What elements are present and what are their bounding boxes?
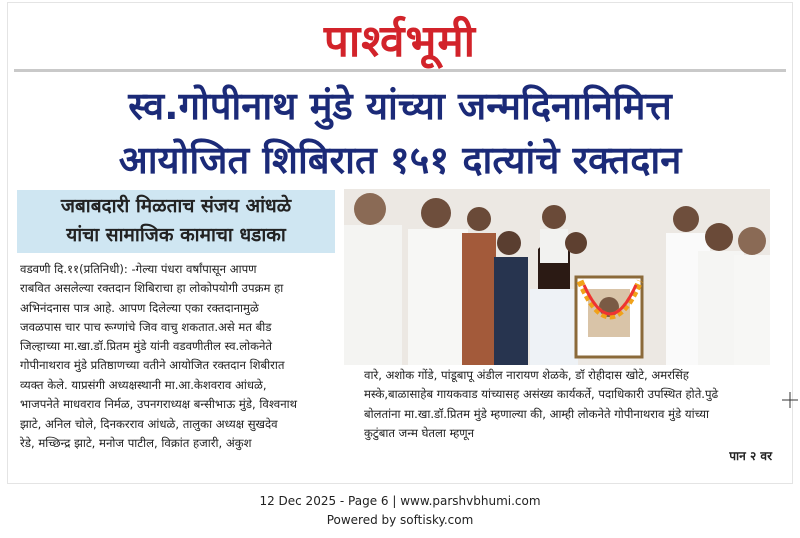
article-lower-right xyxy=(364,366,774,443)
article-line: राबवित असलेल्या रक्तदान शिबिराचा हा लोकोपयोगी उपक्रम हा xyxy=(20,281,284,296)
article-line: बोलतांना मा.खा.डॉ.प्रितम मुंडे म्हणाल्या की, आम्ही लोकनेते गोपीनाथराव मुंडे यांच्या xyxy=(364,406,709,421)
footer-powered-by xyxy=(0,513,800,527)
article-line: रेडे, मच्छिन्द्र झाटे, मनोज पाटील, विक्रांत हजारी, अंकुश xyxy=(20,435,252,450)
article-column xyxy=(20,260,340,376)
article-line: भाजपनेते माधवराव निर्मळ, उपनगराध्यक्ष बन्सीभाऊ मुंडे, विश्वनाथ xyxy=(20,397,298,412)
article-line: झाटे, अनिल चोले, दिनकरराव आंधळे, तालुका अध्यक्ष सुखदेव xyxy=(20,416,278,431)
continued-on-page-label: पान २ वर xyxy=(729,449,772,463)
article-line: वारे, अशोक गोंडे, पांडूबापू अंडील नारायण शेळके, डॉ रोहीदास खोटे, अमरसिंह xyxy=(364,368,689,382)
crosshair-cursor-icon xyxy=(782,392,798,408)
article-line: कुटुंबात जन्म घेतला म्हणून xyxy=(364,425,475,440)
headline-line-1: स्व.गोपीनाथ मुंडे यांच्या जन्मदिनानिमित्त xyxy=(128,84,672,128)
article-line: व्यक्त केले. याप्रसंगी अध्यक्षस्थानी मा.आ.केशवराव आंधळे, xyxy=(20,378,267,392)
subheadline-line-1: जबाबदारी मिळताच संजय आंधळे xyxy=(60,195,292,217)
footer-powered-link[interactable]: Powered by softisky.com xyxy=(326,513,474,527)
photo-illustration xyxy=(344,189,770,365)
footer-date-link[interactable]: 12 Dec 2025 - Page 6 | www.parshvbhumi.com xyxy=(259,494,541,508)
headline xyxy=(8,79,792,187)
footer-date-page xyxy=(0,494,800,508)
article-line: वडवणी दि.११(प्रतिनिधी): -गेल्या पंधरा वर्षांपासून आपण xyxy=(20,262,257,276)
masthead xyxy=(8,3,792,69)
article-line: जिल्हाच्या मा.खा.डॉ.प्रितम मुंडे यांनी वडवणीतील स्व.लोकनेते xyxy=(20,339,273,354)
article-line: अभिनंदनास पात्र आहे. आपण दिलेल्या एका रक्तदानामुळे xyxy=(20,300,259,315)
article-line: गोपीनाथराव मुंडे प्रतिष्ठाणच्या वतीने आयोजित रक्तदान शिबीरात xyxy=(20,358,285,373)
garlanded-portrait xyxy=(576,277,642,357)
article-photo xyxy=(344,189,770,365)
masthead-divider xyxy=(14,69,786,72)
subheadline-line-2: यांचा सामाजिक कामाचा धडाका xyxy=(66,224,286,246)
article-line: मस्के,बाळासाहेब गायकवाड यांच्यासह असंख्य कार्यकर्ते, पदाधिकारी उपस्थित होते.पुढे xyxy=(364,387,719,402)
article-lower-left xyxy=(20,376,350,453)
article-line: जवळपास चार पाच रूग्णांचे जिव वाचु शकतात.असे मत बीड xyxy=(20,319,272,334)
subheadline-box xyxy=(17,190,335,253)
headline-line-2: आयोजित शिबिरात १५१ दात्यांचे रक्तदान xyxy=(118,138,682,182)
masthead-title: पार्श्वभूमी xyxy=(323,16,477,67)
